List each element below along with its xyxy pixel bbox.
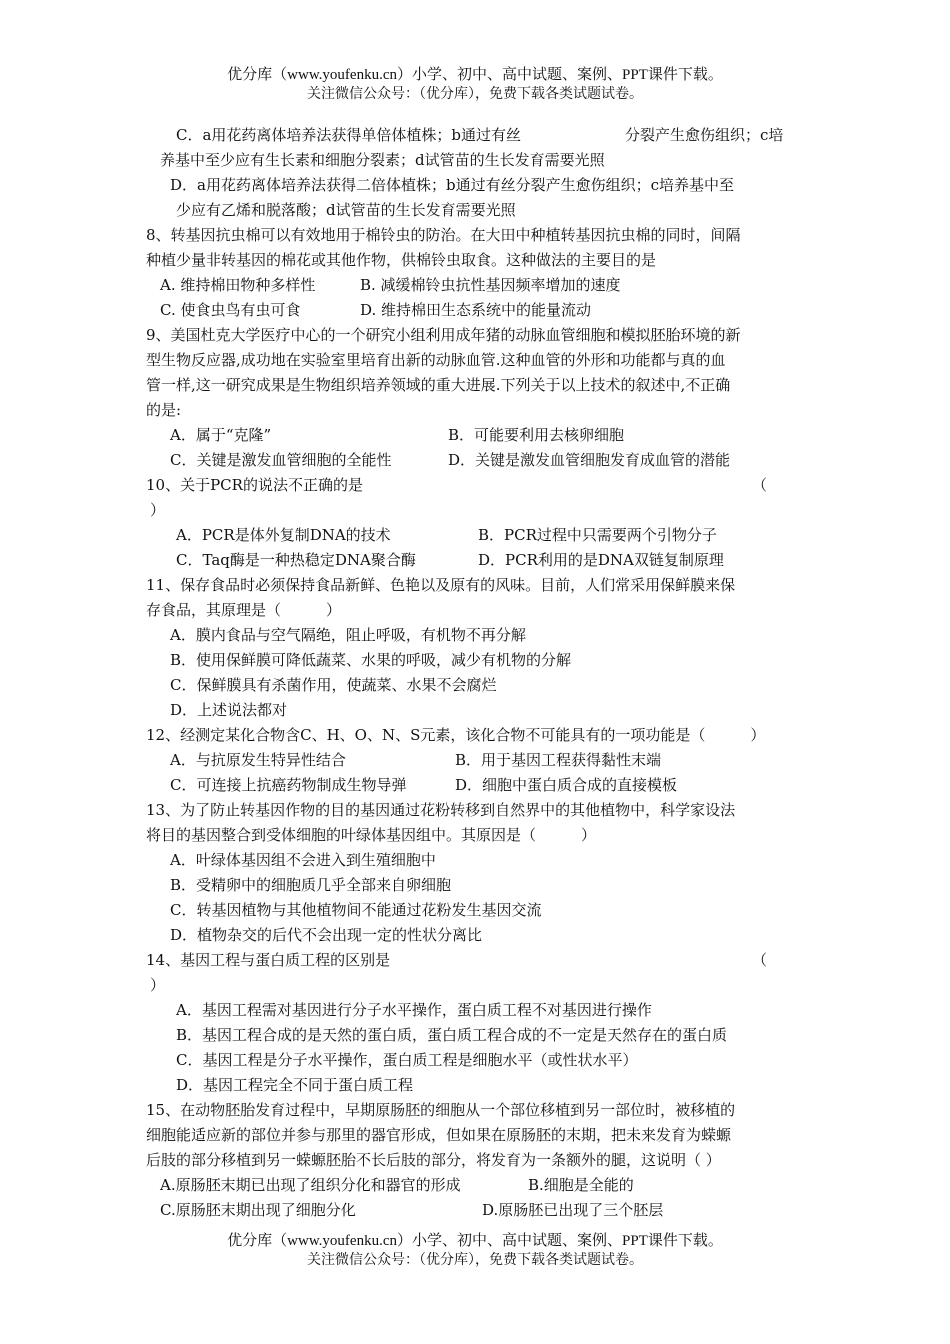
q13-option-c: C．转基因植物与其他植物间不能通过花粉发生基因交流	[170, 901, 542, 919]
header-line-2: 关注微信公众号：（优分库），免费下载各类试题试卷。	[307, 87, 643, 102]
q14-answer-paren-close: ）	[150, 976, 166, 994]
q13-option-d: D．植物杂交的后代不会出现一定的性状分离比	[170, 926, 483, 944]
q9-option-b: B．可能要利用去核卵细胞	[448, 426, 625, 444]
q12-option-d: D．细胞中蛋白质合成的直接模板	[455, 776, 678, 794]
q11-option-a: A．膜内食品与空气隔绝，阻止呼吸，有机物不再分解	[170, 626, 526, 644]
q15-option-a: A.原肠胚末期已出现了组织分化和器官的形成	[160, 1176, 461, 1194]
q15-stem-line2: 细胞能适应新的部位并参与那里的器官形成，但如果在原肠胚的末期，把未来发育为蝾螈	[146, 1126, 732, 1144]
q7-option-c-part2: 分裂产生愈伤组织；c培	[625, 126, 784, 144]
q9-option-d: D．关键是激发血管细胞发育成血管的潜能	[448, 451, 731, 469]
q12-stem: 12、经测定某化合物含C、H、O、N、S元素，该化合物不可能具有的一项功能是（ ）	[146, 726, 766, 744]
q9-option-c: C．关键是激发血管细胞的全能性	[170, 451, 392, 469]
q10-option-d: D．PCR利用的是DNA双链复制原理	[478, 551, 724, 569]
q10-option-b: B．PCR过程中只需要两个引物分子	[478, 526, 717, 544]
q13-stem-line2: 将目的基因整合到受体细胞的叶绿体基因组中。其原因是（ ）	[146, 826, 597, 844]
page-header	[0, 66, 950, 104]
q11-option-d: D．上述说法都对	[170, 701, 288, 719]
header-line-1: 优分库（www.youfenku.cn）小学、初中、高中试题、案例、PPT课件下载。	[227, 67, 723, 83]
footer-line-2: 关注微信公众号：（优分库），免费下载各类试题试卷。	[307, 1253, 643, 1268]
q7-option-d-line2: 少应有乙烯和脱落酸；d试管苗的生长发育需要光照	[176, 201, 516, 219]
q11-option-c: C．保鲜膜具有杀菌作用，使蔬菜、水果不会腐烂	[170, 676, 497, 694]
q12-option-a: A．与抗原发生特异性结合	[170, 751, 346, 769]
q10-option-a: A．PCR是体外复制DNA的技术	[176, 526, 391, 544]
q11-option-b: B．使用保鲜膜可降低蔬菜、水果的呼吸，减少有机物的分解	[170, 651, 572, 669]
q9-stem-line3: 管一样,这一研究成果是生物组织培养领域的重大进展.下列关于以上技术的叙述中,不正确	[146, 376, 731, 394]
q15-option-b: B.细胞是全能的	[528, 1176, 634, 1194]
q10-option-c: C．Taq酶是一种热稳定DNA聚合酶	[176, 551, 416, 569]
q8-option-a: A. 维持棉田物种多样性	[160, 276, 316, 294]
q15-stem-line3: 后肢的部分移植到另一蝾螈胚胎不长后肢的部分，将发育为一条额外的腿，这说明（ ）	[146, 1151, 721, 1169]
q8-option-c: C. 使食虫鸟有虫可食	[160, 301, 301, 319]
q15-option-c: C.原肠胚末期出现了细胞分化	[160, 1201, 356, 1219]
q12-option-c: C．可连接上抗癌药物制成生物导弹	[170, 776, 407, 794]
q8-stem-line2: 种植少量非转基因的棉花或其他作物，供棉铃虫取食。这种做法的主要目的是	[146, 251, 657, 269]
q9-stem-line4: 的是:	[146, 401, 182, 419]
q15-stem-line1: 15、在动物胚胎发育过程中，早期原肠胚的细胞从一个部位移植到另一部位时，被移植的	[146, 1101, 736, 1119]
q7-option-c-part1: C．a用花药离体培养法获得单倍体植株；b通过有丝	[176, 126, 522, 144]
q12-option-b: B．用于基因工程获得黏性末端	[455, 751, 662, 769]
q9-option-a: A．属于“克隆”	[170, 426, 272, 444]
q14-answer-paren-open: （	[752, 951, 768, 969]
q7-option-d-line1: D．a用花药离体培养法获得二倍体植株；b通过有丝分裂产生愈伤组织；c培养基中至	[170, 176, 734, 194]
q11-stem-line1: 11、保存食品时必须保持食品新鲜、色艳以及原有的风味。目前，人们常采用保鲜膜来保	[146, 576, 736, 594]
q9-stem-line1: 9、美国杜克大学医疗中心的一个研究小组利用成年猪的动脉血管细胞和模拟胚胎环境的新	[146, 326, 741, 344]
q10-stem: 10、关于PCR的说法不正确的是	[146, 476, 363, 494]
q9-stem-line2: 型生物反应器,成功地在实验室里培育出新的动脉血管.这种血管的外形和功能都与真的血	[146, 351, 726, 369]
q13-stem-line1: 13、为了防止转基因作物的目的基因通过花粉转移到自然界中的其他植物中，科学家设法	[146, 801, 736, 819]
q8-stem-line1: 8、转基因抗虫棉可以有效地用于棉铃虫的防治。在大田中种植转基因抗虫棉的同时，间隔	[146, 226, 741, 244]
q11-stem-line2: 存食品，其原理是（ ）	[146, 601, 342, 619]
q15-option-d: D.原肠胚已出现了三个胚层	[482, 1201, 664, 1219]
q10-answer-paren-open: （	[752, 476, 768, 494]
q14-option-d: D．基因工程完全不同于蛋白质工程	[176, 1076, 414, 1094]
q8-option-d: D. 维持棉田生态系统中的能量流动	[360, 301, 592, 319]
q13-option-b: B．受精卵中的细胞质几乎全部来自卵细胞	[170, 876, 452, 894]
page-footer	[0, 1232, 950, 1270]
q14-stem: 14、基因工程与蛋白质工程的区别是	[146, 951, 391, 969]
q10-answer-paren-close: ）	[150, 501, 166, 519]
q7-option-c-line2: 养基中至少应有生长素和细胞分裂素；d试管苗的生长发育需要光照	[160, 151, 605, 169]
footer-line-1: 优分库（www.youfenku.cn）小学、初中、高中试题、案例、PPT课件下载。	[227, 1233, 723, 1249]
q14-option-a: A．基因工程需对基因进行分子水平操作，蛋白质工程不对基因进行操作	[176, 1001, 652, 1019]
q13-option-a: A．叶绿体基因组不会进入到生殖细胞中	[170, 851, 436, 869]
q14-option-b: B．基因工程合成的是天然的蛋白质，蛋白质工程合成的不一定是天然存在的蛋白质	[176, 1026, 728, 1044]
q14-option-c: C．基因工程是分子水平操作，蛋白质工程是细胞水平（或性状水平）	[176, 1051, 638, 1069]
q8-option-b: B. 减缓棉铃虫抗性基因频率增加的速度	[360, 276, 621, 294]
